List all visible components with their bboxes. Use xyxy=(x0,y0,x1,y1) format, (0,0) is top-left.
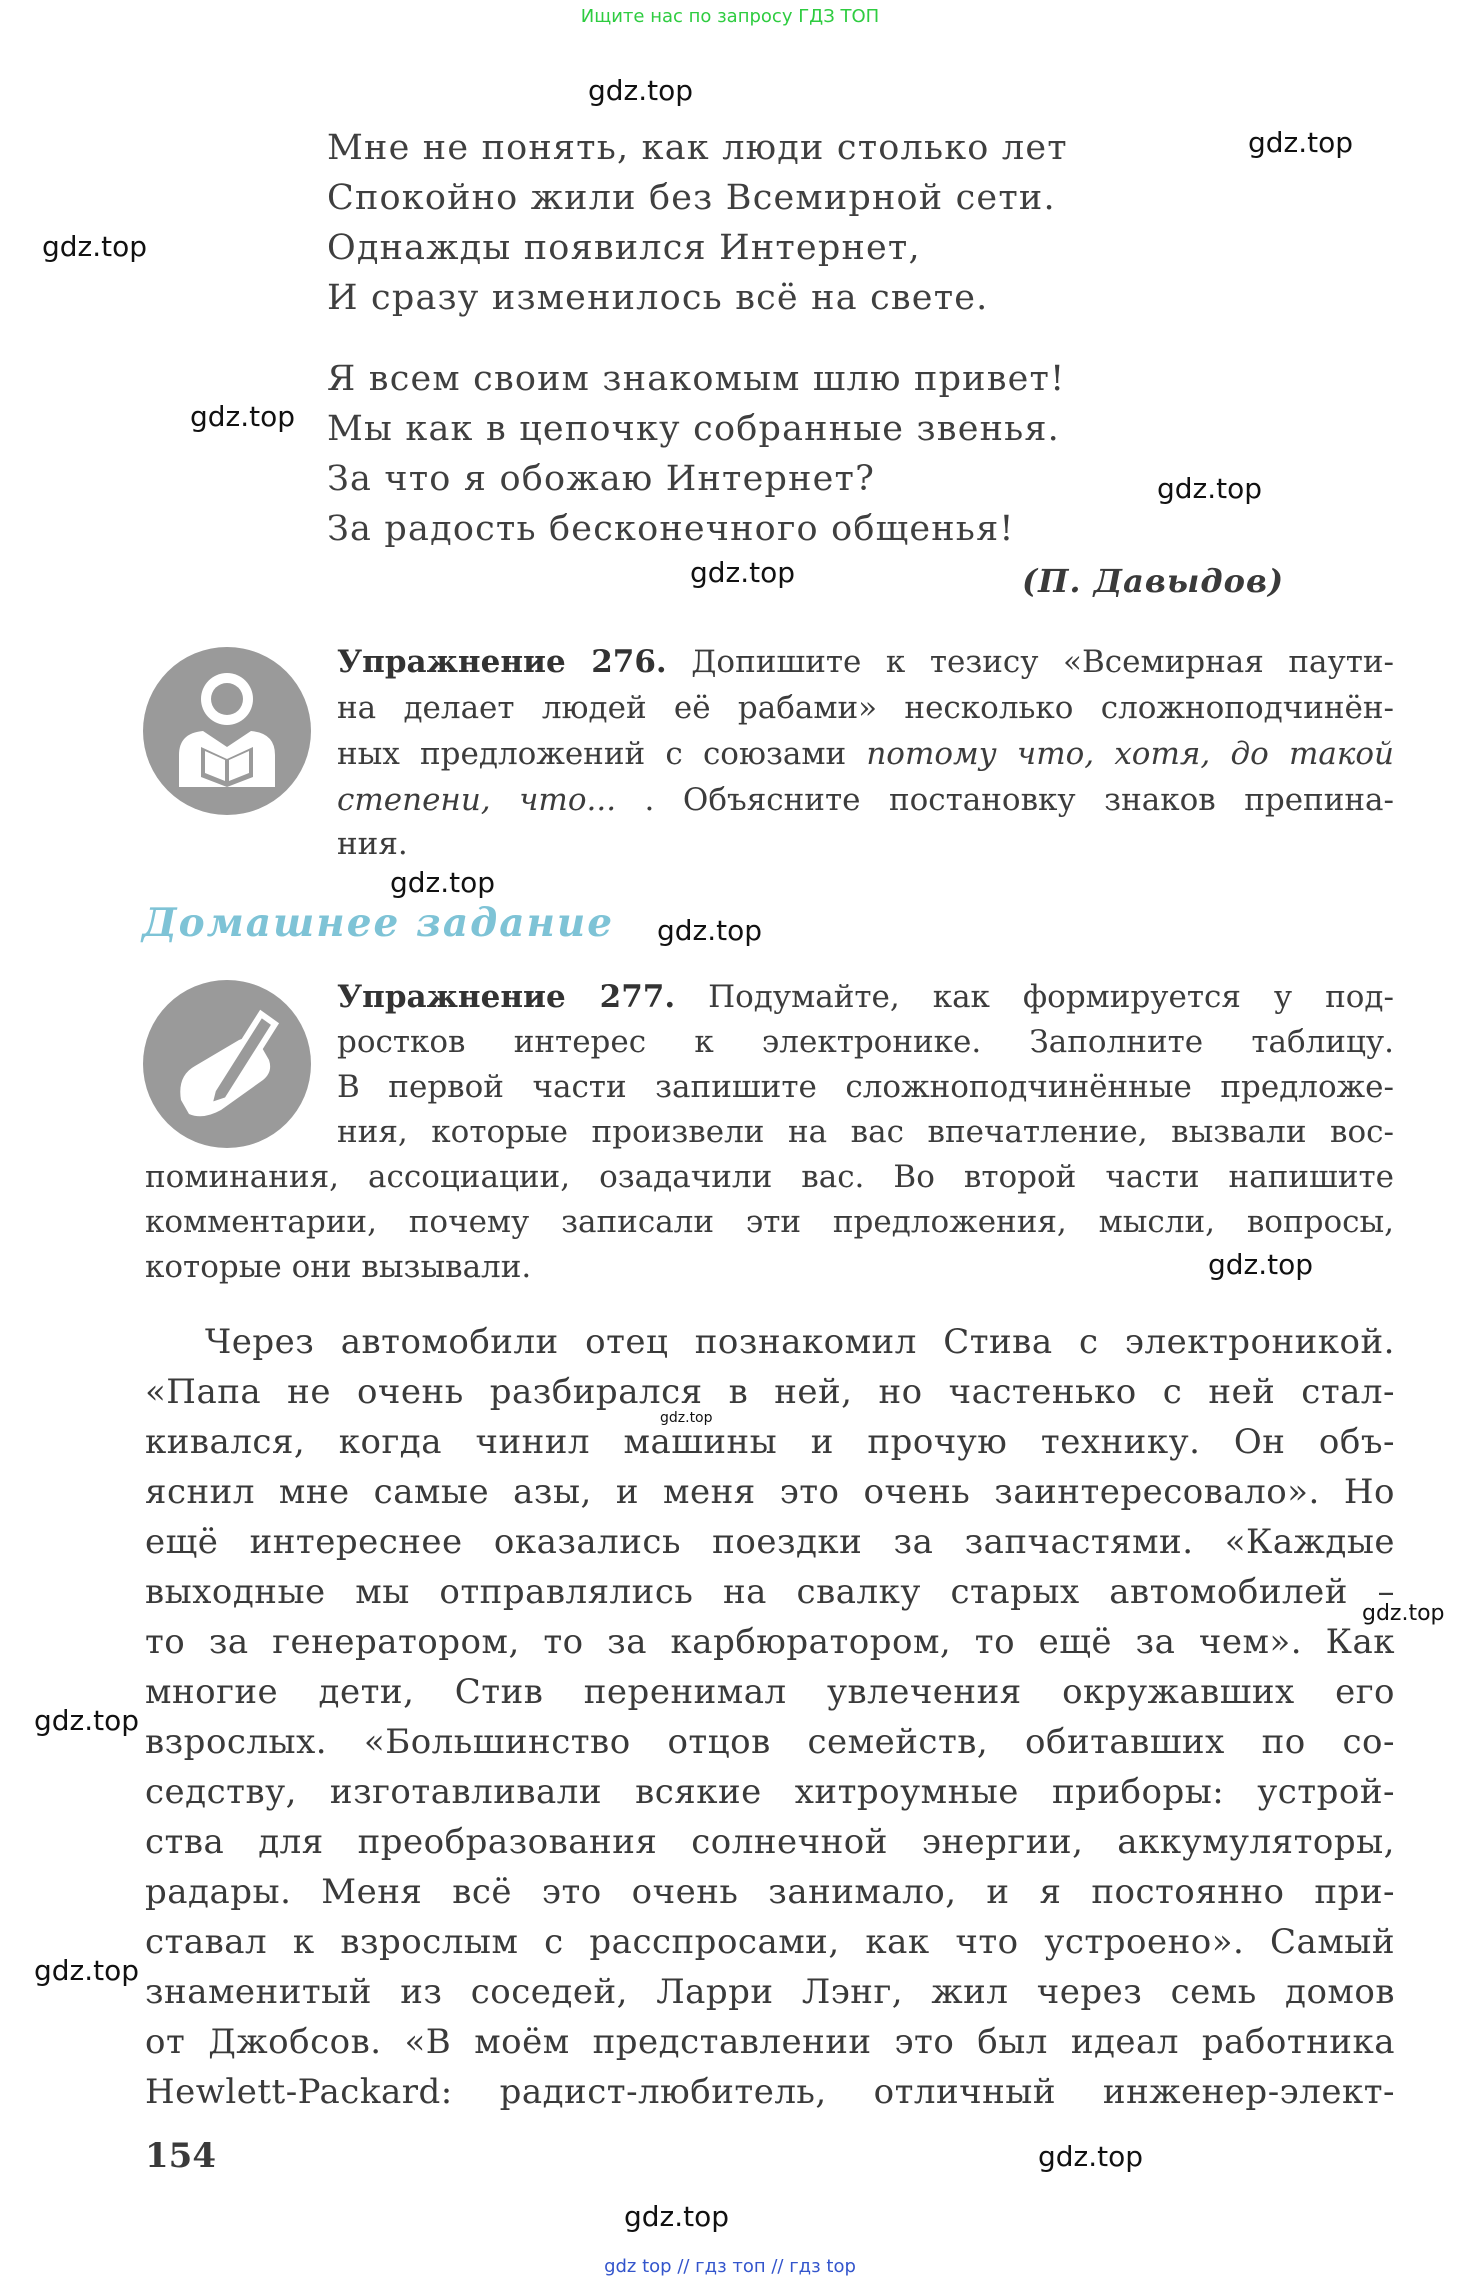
body-line: ставал к взрослым с расспросами, как что устроено». Самый xyxy=(145,1922,1395,1962)
body-line: Через автомобили отец познакомил Стива с электроникой. xyxy=(205,1322,1395,1362)
homework-title: Домашнее задание xyxy=(142,900,615,946)
body-line: ства для преобразования солнечной энергии, аккумуляторы, xyxy=(145,1822,1395,1862)
body-line: седству, изготавливали всякие хитроумные приборы: устрой- xyxy=(145,1772,1395,1812)
body-line: кивался, когда чинил машины и прочую технику. Он объ- xyxy=(145,1422,1395,1462)
watermark: gdz.top xyxy=(390,866,496,899)
watermark: gdz.top xyxy=(42,230,148,263)
body-line: Hewlett-Packard: радист-любитель, отличный инженер-элект- xyxy=(145,2072,1395,2112)
exercise-277-line: которые они вызывали. xyxy=(145,1249,532,1285)
watermark: gdz.top xyxy=(660,1410,713,1426)
exercise-276-line xyxy=(337,732,1394,777)
exercise-text: Подумайте, как формируется у под- xyxy=(708,979,1394,1015)
poem-line: И сразу изменилось всё на свете. xyxy=(327,278,989,318)
body-line: яснил мне самые азы, и меня это очень заинтересовало». Но xyxy=(145,1472,1395,1512)
watermark: gdz.top xyxy=(1208,1248,1314,1281)
exercise-text: . Объясните постановку знаков препина- xyxy=(616,782,1394,818)
top-banner[interactable]: Ищите нас по запросу ГДЗ ТОП xyxy=(580,6,880,27)
watermark: gdz.top xyxy=(1157,472,1263,505)
exercise-277-label: Упражнение 277. xyxy=(337,979,676,1015)
page-number: 154 xyxy=(145,2136,216,2176)
exercise-277-line: ростков интерес к электронике. Заполните таблицу. xyxy=(337,1024,1394,1060)
watermark: gdz.top xyxy=(34,1954,140,1987)
exercise-text: Допишите к тезису «Всемирная паути- xyxy=(691,644,1394,680)
watermark: gdz.top xyxy=(1248,126,1354,159)
writing-hand-icon xyxy=(143,980,311,1148)
poem-line: Я всем своим знакомым шлю привет! xyxy=(327,359,1066,399)
exercise-276-label: Упражнение 276. xyxy=(337,644,667,680)
watermark: gdz.top xyxy=(34,1704,140,1737)
watermark: gdz.top xyxy=(657,914,763,947)
poem-line: Мы как в цепочку собранные звенья. xyxy=(327,409,1061,449)
exercise-277-line xyxy=(337,975,1394,1020)
poem-stanza-1 xyxy=(327,123,1068,323)
watermark: gdz.top xyxy=(1362,1601,1445,1626)
exercise-276-line xyxy=(337,640,1394,685)
poem-line: Спокойно жили без Всемирной сети. xyxy=(327,178,1056,218)
exercise-text: ных предложений с союзами xyxy=(337,736,867,772)
exercise-277-line: комментарии, почему записали эти предложения, мысли, вопросы, xyxy=(145,1204,1394,1240)
exercise-italic-conjunctions: потому что, хотя, до такой xyxy=(866,736,1394,772)
body-line: взрослых. «Большинство отцов семейств, обитавших по со- xyxy=(145,1722,1395,1762)
body-line: от Джобсов. «В моём представлении это был идеал работника xyxy=(145,2022,1395,2062)
poem-line: Мне не понять, как люди столько лет xyxy=(327,128,1068,168)
poem-author: (П. Давыдов) xyxy=(1022,562,1285,600)
body-line: радары. Меня всё это очень занимало, и я постоянно при- xyxy=(145,1872,1395,1912)
watermark: gdz.top xyxy=(624,2200,730,2233)
body-line: многие дети, Стив перенимал увлечения окружавших его xyxy=(145,1672,1395,1712)
reading-person-icon xyxy=(143,647,311,815)
exercise-276-line xyxy=(337,778,1394,823)
body-line: то за генератором, то за карбюратором, то ещё за чем». Как xyxy=(145,1622,1395,1662)
body-line: ещё интереснее оказались поездки за запчастями. «Каждые xyxy=(145,1522,1395,1562)
poem-line: За что я обожаю Интернет? xyxy=(327,459,876,499)
exercise-276-line: на делает людей её рабами» несколько сложноподчинён- xyxy=(337,690,1394,726)
body-line: знаменитый из соседей, Ларри Лэнг, жил через семь домов xyxy=(145,1972,1395,2012)
exercise-277-line: поминания, ассоциации, озадачили вас. Во второй части напишите xyxy=(145,1159,1394,1195)
body-line: «Папа не очень разбирался в ней, но частенько с ней стал- xyxy=(145,1372,1395,1412)
exercise-italic-conjunctions: степени, что... xyxy=(337,782,617,818)
poem-stanza-2 xyxy=(327,354,1065,554)
bottom-banner[interactable]: gdz top // гдз топ // гдз top xyxy=(604,2256,856,2277)
exercise-277-line: В первой части запишите сложноподчинённые предложе- xyxy=(337,1069,1394,1105)
poem-line: Однажды появился Интернет, xyxy=(327,228,921,268)
watermark: gdz.top xyxy=(1038,2140,1144,2173)
exercise-276-line: ния. xyxy=(337,826,408,862)
watermark: gdz.top xyxy=(690,556,796,589)
watermark: gdz.top xyxy=(190,400,296,433)
watermark: gdz.top xyxy=(588,74,694,107)
exercise-277-line: ния, которые произвели на вас впечатление, вызвали вос- xyxy=(337,1114,1394,1150)
body-line: выходные мы отправлялись на свалку старых автомобилей – xyxy=(145,1572,1395,1612)
poem-line: За радость бесконечного общенья! xyxy=(327,509,1015,549)
